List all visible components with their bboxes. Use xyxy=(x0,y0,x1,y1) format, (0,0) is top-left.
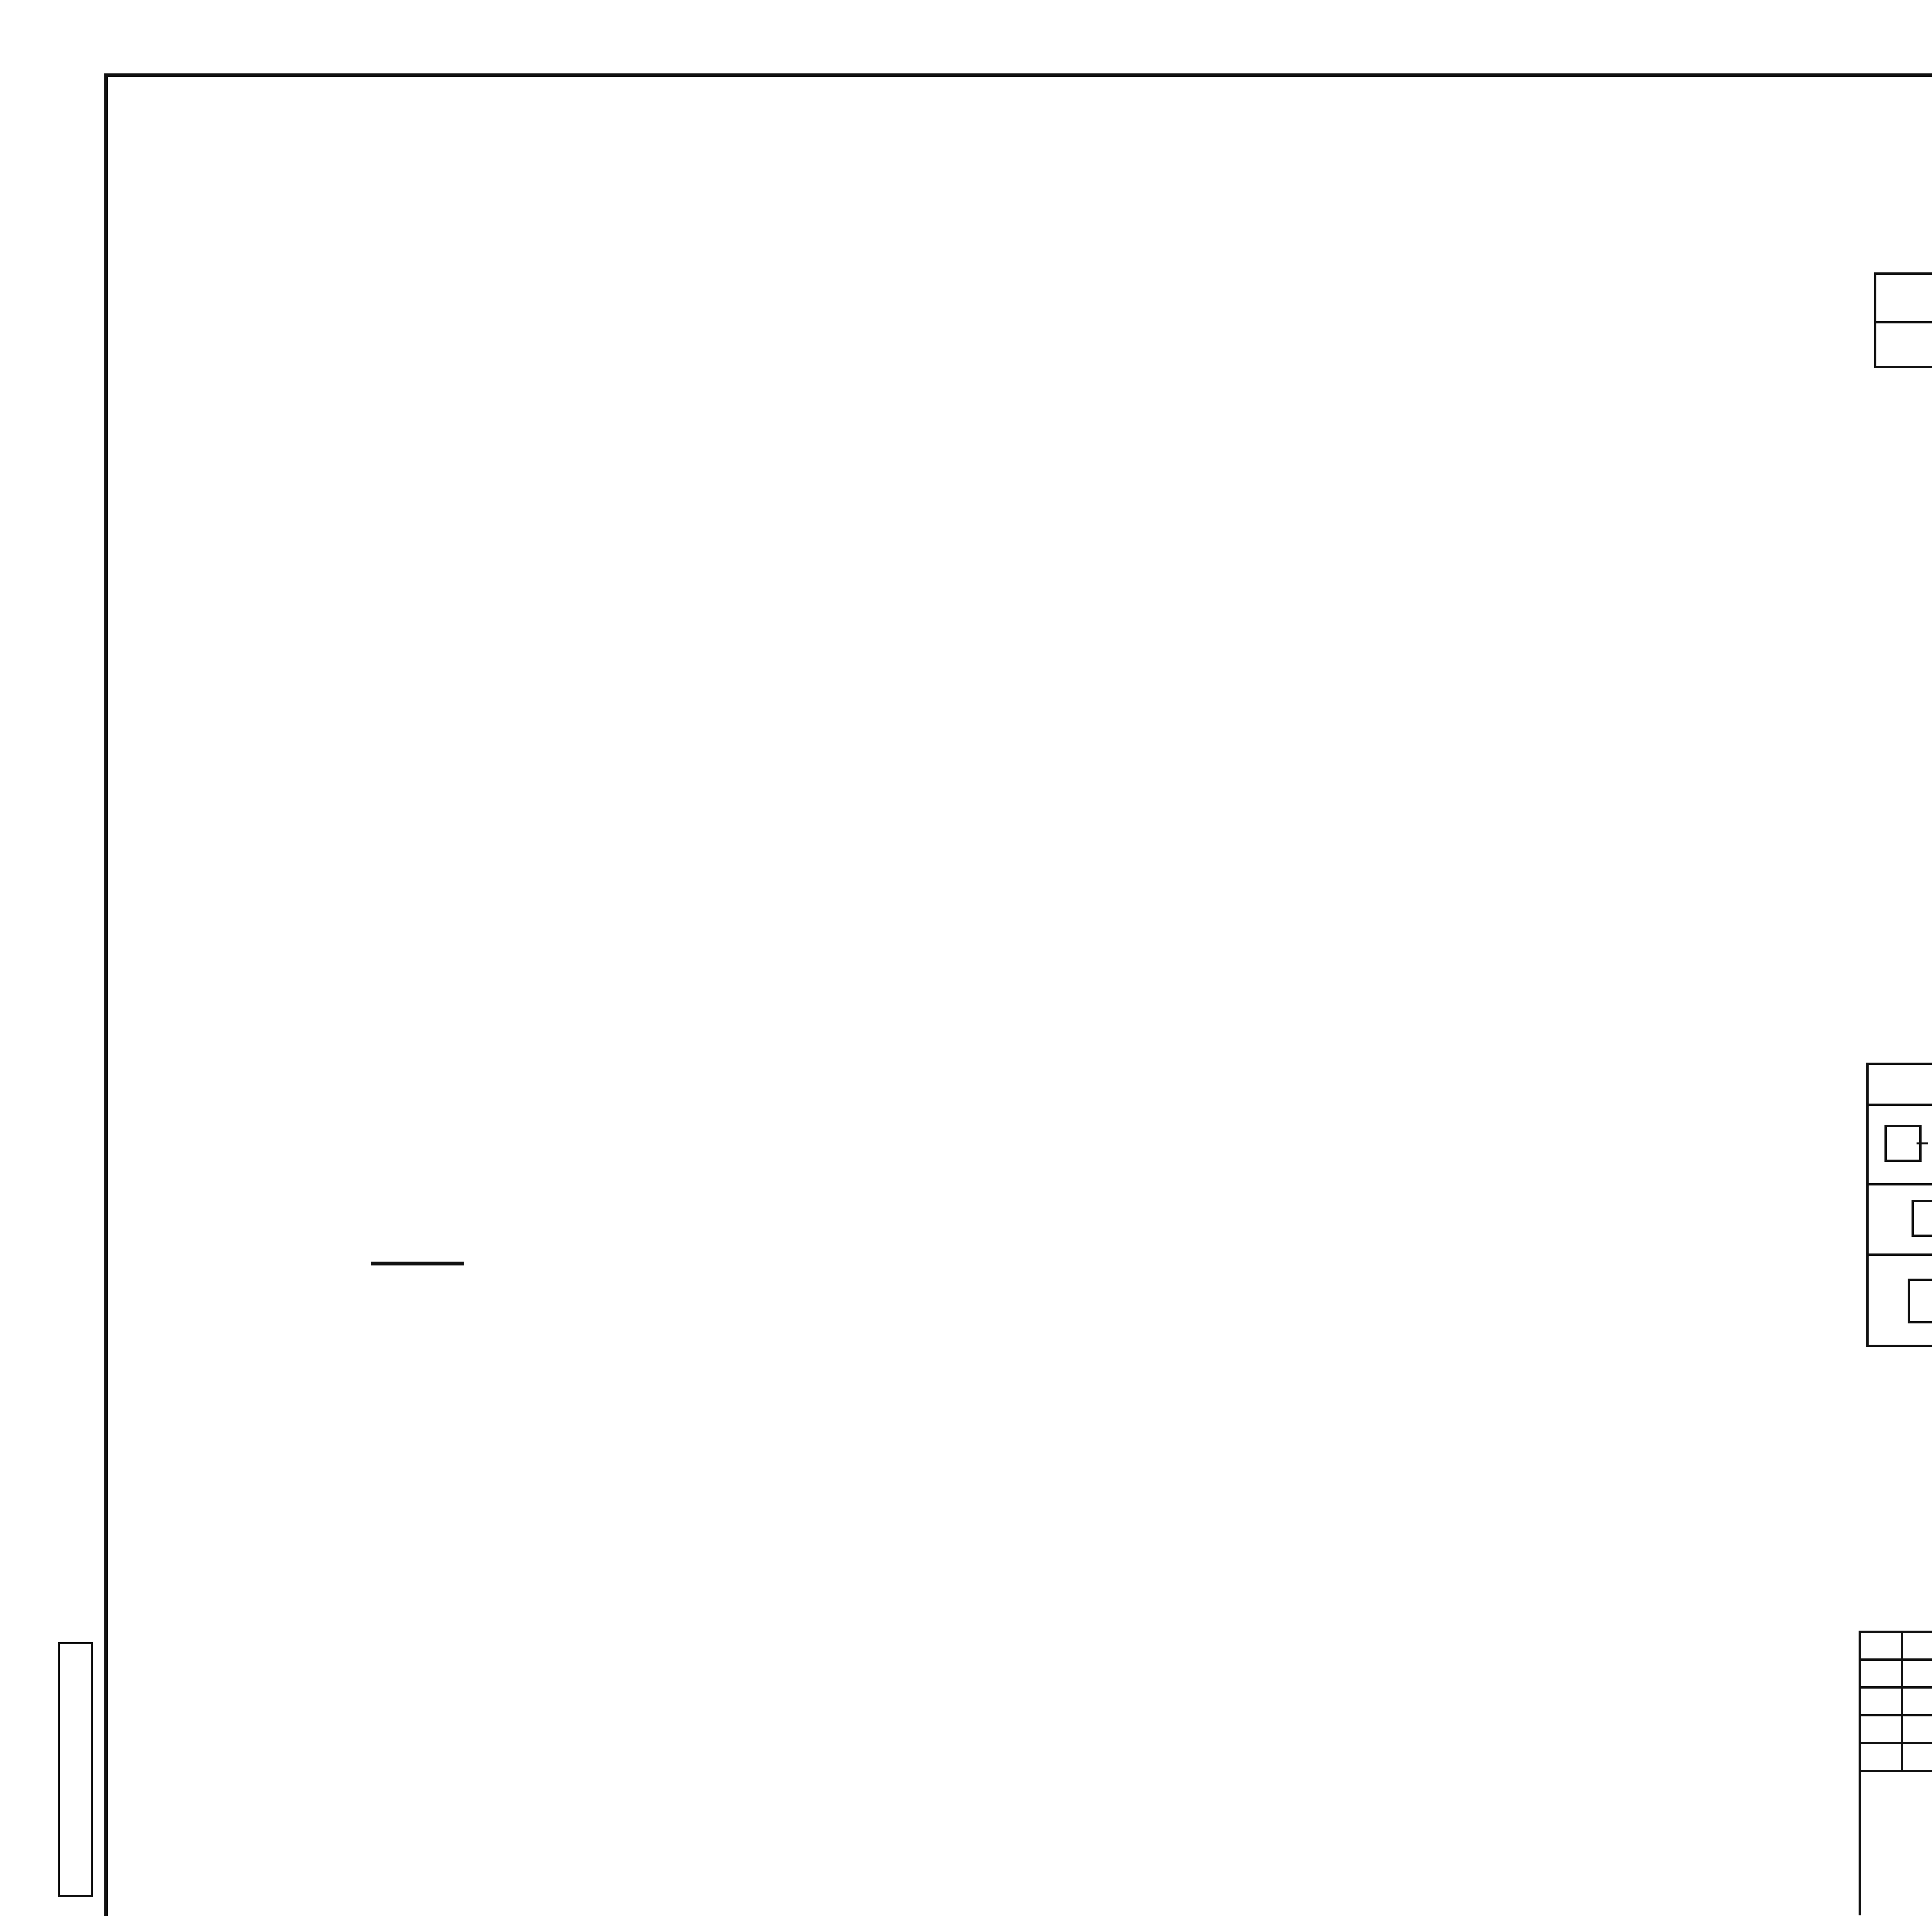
legend-header-designation xyxy=(1867,1064,1932,1105)
legend-table xyxy=(1866,1063,1932,1347)
col-label-change xyxy=(1860,1743,1902,1771)
side-stamp-strip xyxy=(58,1642,93,1897)
armor-ground-symbol xyxy=(1874,1257,1932,1338)
terminal-strip-svg xyxy=(556,1043,1036,1190)
cable-core-symbol xyxy=(1874,1185,1932,1247)
legend-symbol-3 xyxy=(1867,1255,1932,1346)
drawing-frame xyxy=(104,73,1932,1916)
spec-title xyxy=(1875,274,1932,322)
legend-symbol-2 xyxy=(1867,1184,1932,1255)
terminal-strip xyxy=(556,1043,1036,1190)
spec-header-name xyxy=(1875,322,1932,367)
ground-conductor-symbol xyxy=(1874,1107,1932,1176)
legend-symbol-1 xyxy=(1867,1105,1932,1184)
specification-table xyxy=(1874,272,1932,368)
wire-legend-line xyxy=(371,1262,464,1265)
revision-grid xyxy=(1859,1631,1932,1772)
col-label-sheet xyxy=(1902,1743,1932,1771)
